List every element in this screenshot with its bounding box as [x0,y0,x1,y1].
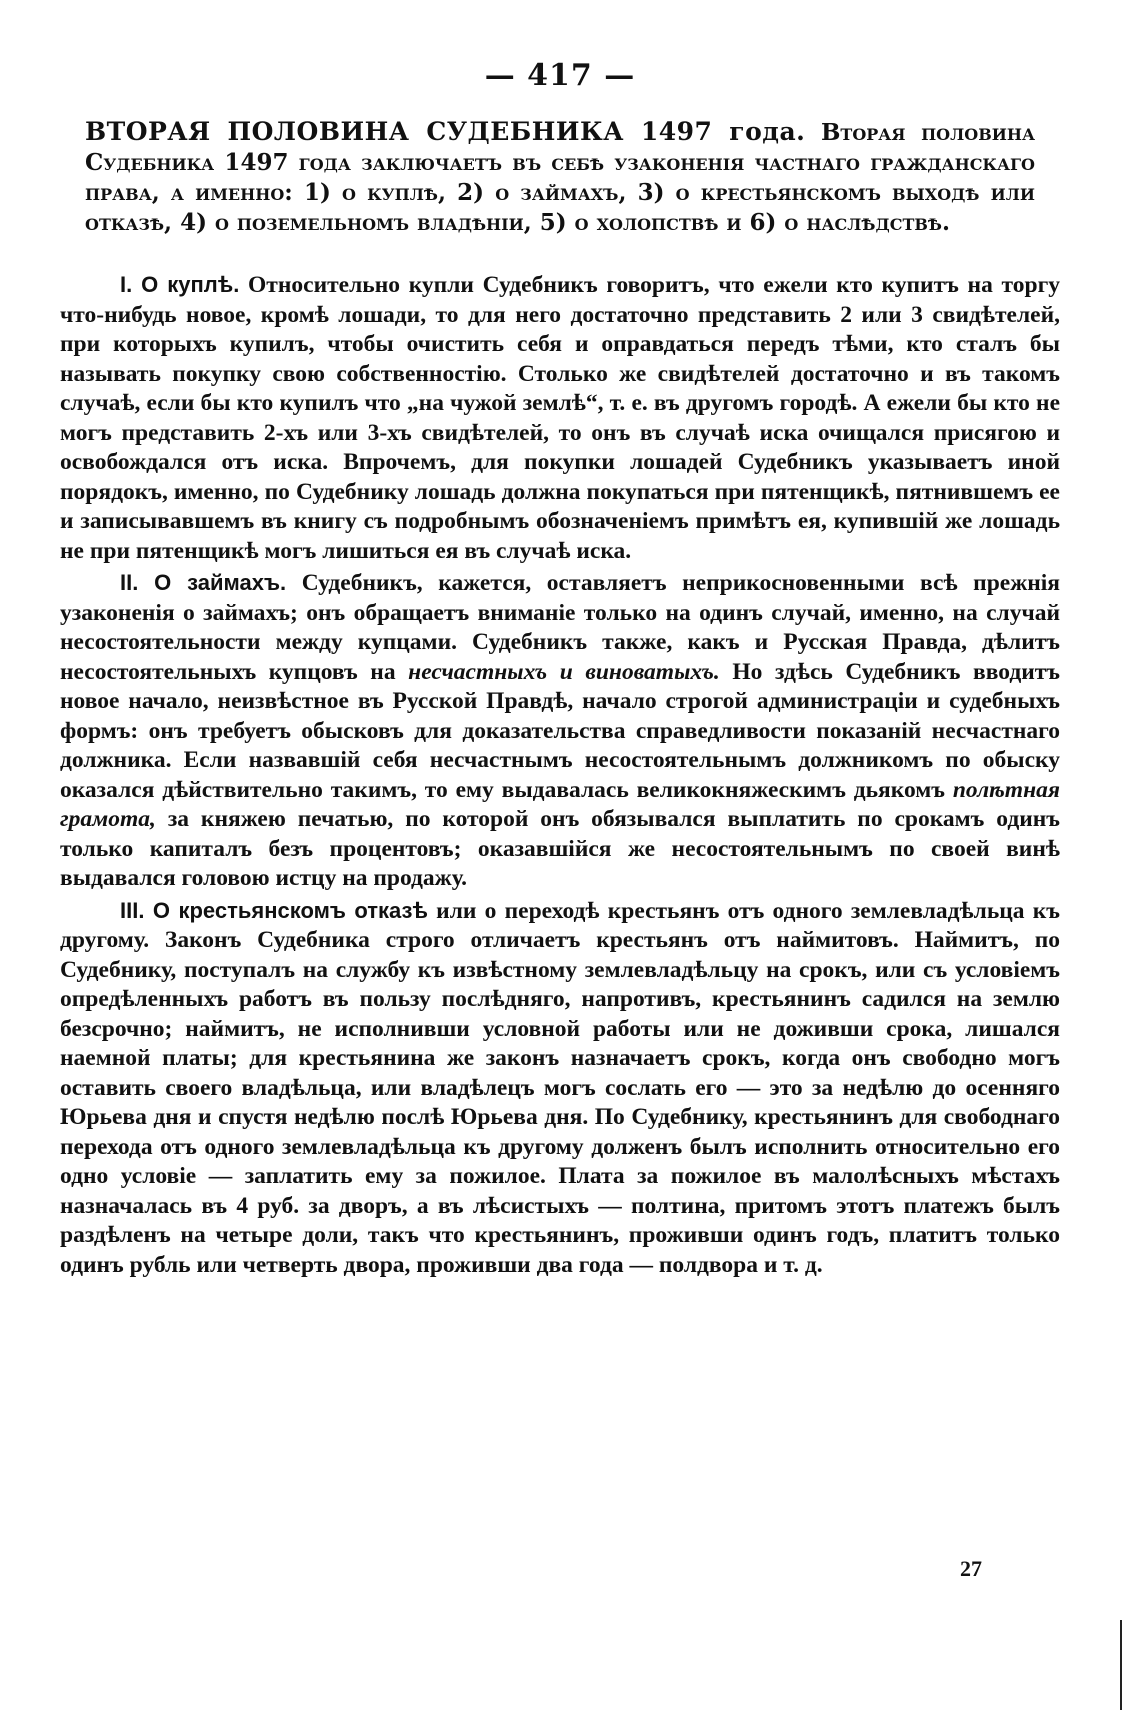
section-text: Относительно купли Судебникъ говоритъ, что ежели кто купитъ на торгу что-нибудь новое, кромѣ лошади, то для него достаточно представить 2 или 3 свидѣтелей, при которыхъ купилъ, чтобы очистить себя и оправдаться передъ тѣми, кто сталъ бы называть покупку свою собственностію. Столько же свидѣтелей достаточно и въ такомъ случаѣ, если бы кто купилъ что „на чужой землѣ“, т. е. въ другомъ городѣ. А ежели бы кто не могъ представить 2-хъ или 3-хъ свидѣтелей, то онъ въ случаѣ иска очищался присягою и освобождался отъ иска. Впрочемъ, для покупки лошадей Судебникъ указываетъ иной порядокъ, именно, по Судебнику лошадь должна покупаться при пятенщикѣ, пятнившемъ ее и записывавшемъ въ книгу съ подробнымъ обозначеніемъ примѣтъ ея, купившій же лошадь не при пятенщикѣ могъ лишиться ея въ случаѣ иска. [60,272,1061,564]
section-text: или о переходѣ крестьянъ отъ одного землевладѣльца къ другому. Законъ Судебника строго отличаетъ крестьянъ отъ наймитовъ. Наймитъ, по Судебнику, поступалъ на службу къ извѣстному землевладѣльцу на срокъ, или съ условіемъ опредѣленныхъ работъ въ пользу послѣдняго, напротивъ, крестьянинъ садился на землю безсрочно; наймитъ, не исполнивши условной работы или не доживши срока, лишался наемной платы; для крестьянина же законъ назначаетъ срокъ, когда онъ свободно могъ оставить своего владѣльца, или владѣлецъ могъ сослать его — это за недѣлю до осенняго Юрьева дня и спустя недѣлю послѣ Юрьева дня. По Судебнику, крестьянинъ для свободнаго перехода отъ одного землевладѣльца къ другому долженъ былъ исполнить относительно его одно условіе — заплатить ему за пожилое. Плата за пожилое въ малолѣсныхъ мѣстахъ назначалась въ 4 руб. за дворъ, а въ лѣсистыхъ — полтина, притомъ этотъ платежъ былъ раздѣленъ на четыре доли, такъ что крестьянинъ, проживши одинъ годъ, платитъ только одинъ рубль или четверть двора, проживши два года — полдвора и т. д. [60,897,1060,1278]
section-heading: III. О крестьянскомъ отказѣ [120,897,428,923]
chapter-summary-text: Вторая половина Судебника 1497 года заключаетъ въ себѣ узаконенія частнаго гражданскаго права, а именно: 1) о куплѣ, 2) о займахъ, 3) о крестьянскомъ выходѣ или отказѣ, 4) о поземельномъ владѣніи, 5) о холопствѣ и 6) о наслѣдствѣ. [85,119,1035,236]
section-text: Но здѣсь Судебникъ вводитъ новое начало, неизвѣстное въ Русской Правдѣ, начало строгой администраціи и судебныхъ формъ: онъ требуетъ обысковъ для доказательства справедливости показаній несчастнаго должника. Если назвавшій себя несчастнымъ несостоятельнымъ должникомъ по обыску оказался дѣйствительно такимъ, то ему выдавалась великокняжескимъ дьякомъ [60,658,1060,803]
section-text: Судебникъ, кажется, оставляетъ неприкосновенными всѣ прежнія узаконенія о займахъ; онъ обращаетъ вниманіе только на одинъ случай, именно, на случай несостоятельности между купцами. Судебникъ также, какъ и Русская Правда, дѣлитъ несостоятельныхъ купцовъ на [60,570,1061,685]
section-peasant-departure [60,896,1060,1281]
section-loans [60,568,1060,894]
signature-mark: 27 [960,1556,982,1581]
section-text-italic: несчастныхъ и виноватыхъ. [408,658,720,685]
section-heading: II. О займахъ. [120,570,287,595]
section-heading: I. О куплѣ. [120,272,240,297]
chapter-title: ВТОРАЯ ПОЛОВИНА СУДЕБНИКА 1497 года. [85,117,806,146]
chapter-summary [85,117,1035,238]
page-number: — 417 — [484,58,636,93]
margin-rule [1120,1620,1122,1710]
section-text-italic: полѣтная грамота, [60,776,1060,832]
section-text: за княжею печатью, по которой онъ обязывался выплатить по срокамъ одинъ только капиталъ безъ процентовъ; оказавшійся же несостоятельнымъ по своей винѣ выдавался головою истцу на продажу. [60,806,1060,891]
section-purchase [60,270,1060,566]
book-page [60,58,1060,1698]
